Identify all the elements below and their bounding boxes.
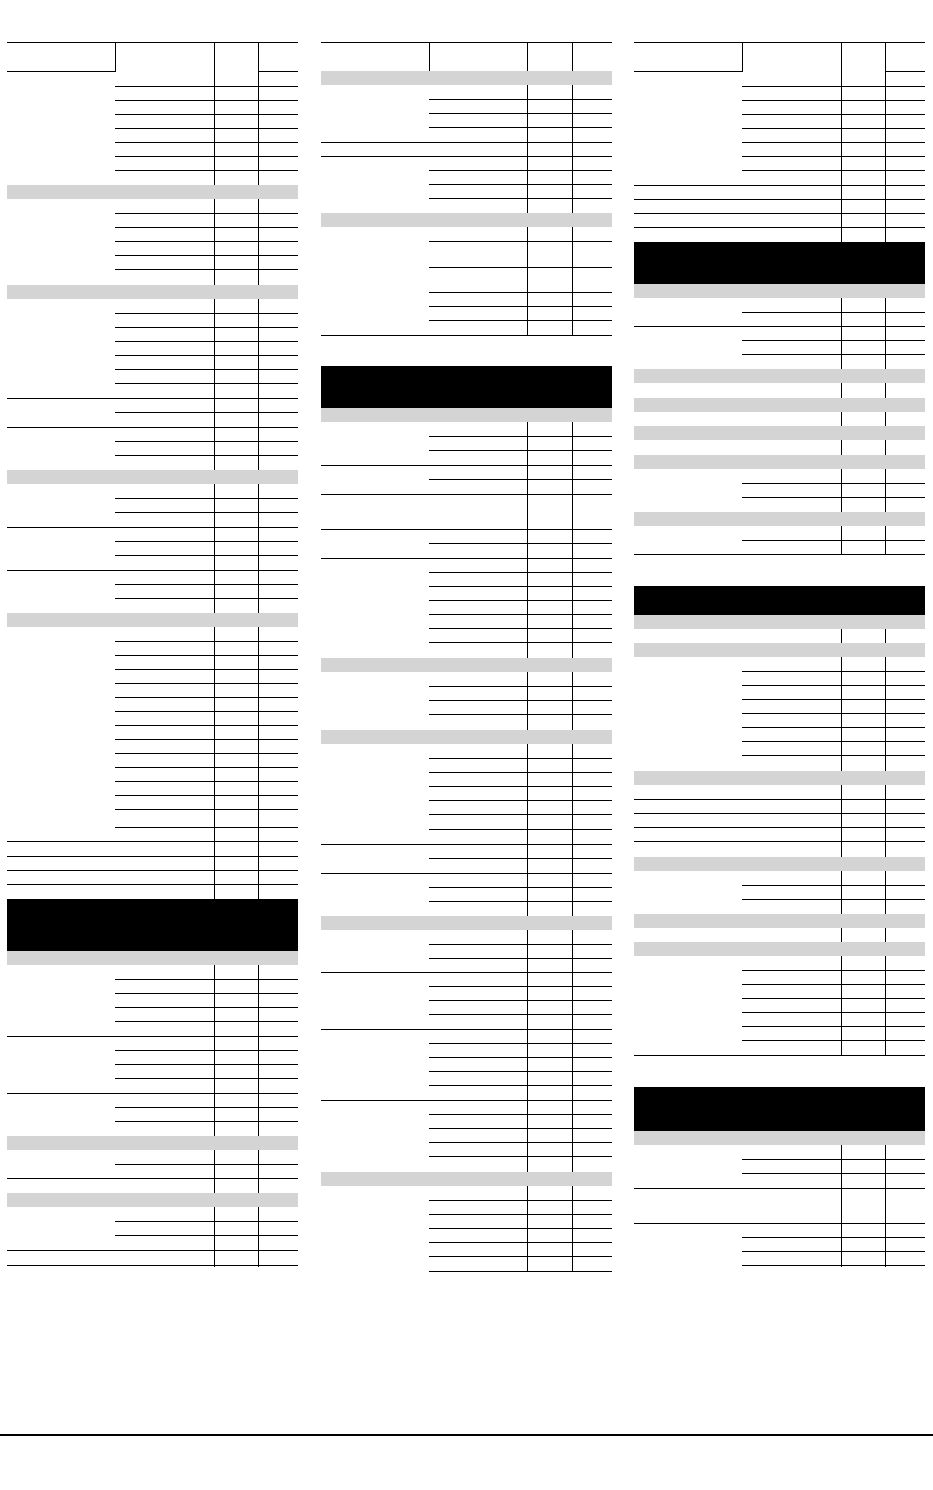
section-heading-block: [7, 899, 298, 951]
row-rule: [634, 227, 925, 228]
row-rule: [429, 1128, 612, 1129]
row-rule: [429, 267, 612, 268]
row-rule: [429, 758, 612, 759]
row-rule: [742, 100, 925, 101]
value-divider: [572, 672, 573, 730]
row-rule: [115, 441, 298, 442]
row-rule: [115, 241, 298, 242]
row-rule: [7, 1265, 298, 1266]
row-rule: [7, 398, 298, 399]
section-band: [634, 398, 925, 412]
row-rule: [429, 714, 612, 715]
row-rule: [429, 1057, 612, 1058]
row-rule: [429, 1014, 612, 1015]
row-rule: [115, 584, 298, 585]
header-divider: [841, 42, 842, 72]
row-rule: [115, 541, 298, 542]
row-rule: [429, 572, 612, 573]
row-rule: [7, 1178, 298, 1179]
row-rule: [115, 753, 298, 754]
row-rule: [429, 198, 612, 199]
row-rule: [7, 870, 298, 871]
row-rule: [429, 829, 612, 830]
row-rule: [634, 827, 925, 828]
row-rule: [429, 586, 612, 587]
row-rule: [429, 1043, 612, 1044]
row-rule: [115, 355, 298, 356]
row-rule: [115, 1064, 298, 1065]
value-divider: [885, 1145, 886, 1267]
section-band: [7, 185, 298, 199]
row-rule: [115, 227, 298, 228]
row-rule: [742, 312, 925, 313]
section-band: [634, 857, 925, 871]
footer-rule: [0, 1434, 933, 1436]
row-rule: [742, 170, 925, 171]
row-rule: [321, 972, 612, 973]
row-rule: [321, 156, 612, 157]
row-rule: [115, 1235, 298, 1236]
row-rule: [115, 809, 298, 810]
row-rule: [742, 699, 925, 700]
row-rule: [742, 1040, 925, 1041]
row-rule: [429, 1200, 612, 1201]
section-band: [321, 916, 612, 930]
header-top-rule: [634, 42, 925, 43]
row-rule: [7, 1036, 298, 1037]
section-band: [321, 71, 612, 85]
row-rule: [429, 901, 612, 902]
row-rule: [321, 1100, 612, 1101]
row-rule: [742, 128, 925, 129]
section-band: [634, 369, 925, 383]
row-rule: [742, 998, 925, 999]
row-rule: [115, 683, 298, 684]
row-rule: [321, 529, 612, 530]
row-rule: [634, 1223, 925, 1224]
row-rule: [429, 1071, 612, 1072]
value-divider: [527, 422, 528, 658]
section-band: [634, 643, 925, 657]
row-rule: [634, 799, 925, 800]
value-divider: [885, 657, 886, 1055]
section-band: [321, 658, 612, 672]
row-rule: [429, 1085, 612, 1086]
row-rule: [634, 1188, 925, 1189]
row-rule: [429, 642, 612, 643]
row-rule: [429, 436, 612, 437]
row-rule: [115, 1078, 298, 1079]
row-rule: [429, 1256, 612, 1257]
row-rule: [115, 767, 298, 768]
column-3: [634, 0, 925, 1270]
row-rule: [429, 241, 612, 242]
value-divider: [885, 629, 886, 643]
row-rule: [742, 86, 925, 87]
section-band: [321, 730, 612, 744]
row-rule: [115, 1050, 298, 1051]
row-rule: [115, 142, 298, 143]
row-rule: [321, 465, 612, 466]
row-rule: [634, 813, 925, 814]
value-divider: [527, 930, 528, 1172]
row-rule: [429, 600, 612, 601]
header-top-rule: [321, 42, 612, 43]
row-rule: [742, 1026, 925, 1027]
row-rule: [115, 455, 298, 456]
header-divider: [742, 42, 743, 72]
row-rule: [115, 512, 298, 513]
row-rule: [115, 1164, 298, 1165]
row-rule: [429, 800, 612, 801]
row-rule: [115, 213, 298, 214]
value-divider: [572, 1186, 573, 1272]
row-rule: [115, 383, 298, 384]
row-rule: [115, 1221, 298, 1222]
row-rule: [115, 641, 298, 642]
value-divider: [841, 629, 842, 643]
row-rule: [115, 114, 298, 115]
row-rule: [742, 354, 925, 355]
row-rule: [742, 142, 925, 143]
row-rule: [429, 127, 612, 128]
row-rule: [742, 1265, 925, 1266]
row-rule: [634, 199, 925, 200]
section-band: [321, 1172, 612, 1186]
row-rule: [7, 841, 298, 842]
row-rule: [429, 858, 612, 859]
row-rule: [742, 540, 925, 541]
section-band: [321, 213, 612, 227]
column-1: [7, 0, 298, 1270]
section-band: [7, 613, 298, 627]
row-rule: [115, 412, 298, 413]
header-divider: [214, 42, 215, 72]
row-rule: [321, 873, 612, 874]
row-rule: [429, 1214, 612, 1215]
row-rule: [115, 781, 298, 782]
row-rule: [429, 614, 612, 615]
row-rule: [115, 598, 298, 599]
row-rule: [429, 772, 612, 773]
row-rule: [115, 655, 298, 656]
row-rule: [7, 1093, 298, 1094]
row-rule: [321, 142, 612, 143]
header-bottom-rule: [634, 71, 742, 72]
row-rule: [742, 497, 925, 498]
header-top-rule: [7, 42, 298, 43]
header-divider: [527, 42, 528, 72]
row-rule: [7, 427, 298, 428]
row-rule: [321, 494, 612, 495]
value-divider: [527, 672, 528, 730]
row-rule: [115, 269, 298, 270]
row-rule: [742, 114, 925, 115]
header-divider: [429, 42, 430, 72]
row-rule: [429, 1114, 612, 1115]
row-rule: [321, 558, 612, 559]
value-divider: [572, 930, 573, 1172]
header-bottom-rule: [259, 71, 298, 72]
section-band: [7, 951, 298, 965]
row-rule: [742, 885, 925, 886]
row-rule: [429, 786, 612, 787]
row-rule: [321, 844, 612, 845]
column-2: [321, 0, 612, 1275]
row-rule: [429, 479, 612, 480]
row-rule: [634, 1055, 925, 1056]
row-rule: [429, 170, 612, 171]
row-rule: [429, 99, 612, 100]
row-rule: [742, 1012, 925, 1013]
row-rule: [115, 725, 298, 726]
row-rule: [742, 899, 925, 900]
row-rule: [429, 958, 612, 959]
value-divider: [572, 744, 573, 916]
row-rule: [429, 1228, 612, 1229]
row-rule: [429, 944, 612, 945]
row-rule: [742, 156, 925, 157]
section-band: [634, 512, 925, 526]
row-rule: [742, 671, 925, 672]
section-band: [321, 408, 612, 422]
section-band: [7, 470, 298, 484]
row-rule: [115, 1021, 298, 1022]
row-rule: [429, 887, 612, 888]
row-rule: [115, 669, 298, 670]
section-heading-block: [634, 586, 925, 615]
row-rule: [429, 1156, 612, 1157]
value-divider: [572, 422, 573, 658]
row-rule: [115, 827, 298, 828]
row-rule: [742, 1173, 925, 1174]
row-rule: [429, 292, 612, 293]
row-rule: [429, 306, 612, 307]
row-rule: [634, 554, 925, 555]
row-rule: [429, 700, 612, 701]
row-rule: [742, 1237, 925, 1238]
row-rule: [742, 483, 925, 484]
value-divider: [527, 85, 528, 335]
row-rule: [742, 1159, 925, 1160]
row-rule: [115, 498, 298, 499]
row-rule: [115, 711, 298, 712]
row-rule: [115, 170, 298, 171]
section-heading-block: [321, 366, 612, 408]
row-rule: [7, 856, 298, 857]
row-rule: [115, 156, 298, 157]
value-divider: [527, 1186, 528, 1272]
row-rule: [634, 326, 925, 327]
section-band: [634, 1131, 925, 1145]
section-band: [634, 426, 925, 440]
row-rule: [742, 685, 925, 686]
row-rule: [634, 213, 925, 214]
row-rule: [321, 335, 612, 336]
row-rule: [115, 369, 298, 370]
section-band: [7, 285, 298, 299]
row-rule: [115, 795, 298, 796]
section-band: [7, 1136, 298, 1150]
row-rule: [429, 628, 612, 629]
row-rule: [429, 113, 612, 114]
header-divider: [572, 42, 573, 72]
row-rule: [321, 1029, 612, 1030]
row-rule: [742, 741, 925, 742]
row-rule: [115, 555, 298, 556]
row-rule: [7, 527, 298, 528]
row-rule: [742, 713, 925, 714]
row-rule: [115, 1107, 298, 1108]
value-divider: [841, 72, 842, 242]
section-heading-block: [634, 1087, 925, 1131]
row-rule: [115, 255, 298, 256]
section-band: [634, 615, 925, 629]
row-rule: [115, 993, 298, 994]
row-rule: [115, 1121, 298, 1122]
row-rule: [742, 984, 925, 985]
row-rule: [7, 884, 298, 885]
section-band: [634, 284, 925, 298]
row-rule: [429, 1271, 612, 1272]
row-rule: [742, 970, 925, 971]
row-rule: [115, 313, 298, 314]
row-rule: [7, 1250, 298, 1251]
row-rule: [115, 697, 298, 698]
row-rule: [115, 979, 298, 980]
row-rule: [429, 814, 612, 815]
section-heading-block: [634, 242, 925, 284]
row-rule: [429, 320, 612, 321]
section-band: [7, 1193, 298, 1207]
row-rule: [7, 570, 298, 571]
row-rule: [115, 1007, 298, 1008]
header-bottom-rule: [7, 71, 115, 72]
row-rule: [742, 727, 925, 728]
value-divider: [885, 72, 886, 242]
value-divider: [841, 1145, 842, 1267]
row-rule: [115, 86, 298, 87]
row-rule: [742, 755, 925, 756]
section-band: [634, 914, 925, 928]
row-rule: [115, 739, 298, 740]
section-band: [634, 942, 925, 956]
value-divider: [841, 657, 842, 1055]
row-rule: [429, 1000, 612, 1001]
header-divider: [115, 42, 116, 72]
row-rule: [429, 1242, 612, 1243]
header-divider: [258, 42, 259, 72]
section-band: [634, 455, 925, 469]
row-rule: [115, 128, 298, 129]
row-rule: [429, 543, 612, 544]
row-rule: [429, 450, 612, 451]
row-rule: [742, 340, 925, 341]
row-rule: [429, 184, 612, 185]
row-rule: [634, 841, 925, 842]
row-rule: [429, 686, 612, 687]
row-rule: [115, 100, 298, 101]
row-rule: [634, 185, 925, 186]
header-bottom-rule: [886, 71, 925, 72]
row-rule: [429, 986, 612, 987]
header-divider: [885, 42, 886, 72]
section-band: [634, 771, 925, 785]
value-divider: [527, 744, 528, 916]
row-rule: [115, 341, 298, 342]
value-divider: [572, 85, 573, 335]
row-rule: [742, 1251, 925, 1252]
row-rule: [115, 327, 298, 328]
row-rule: [429, 1142, 612, 1143]
